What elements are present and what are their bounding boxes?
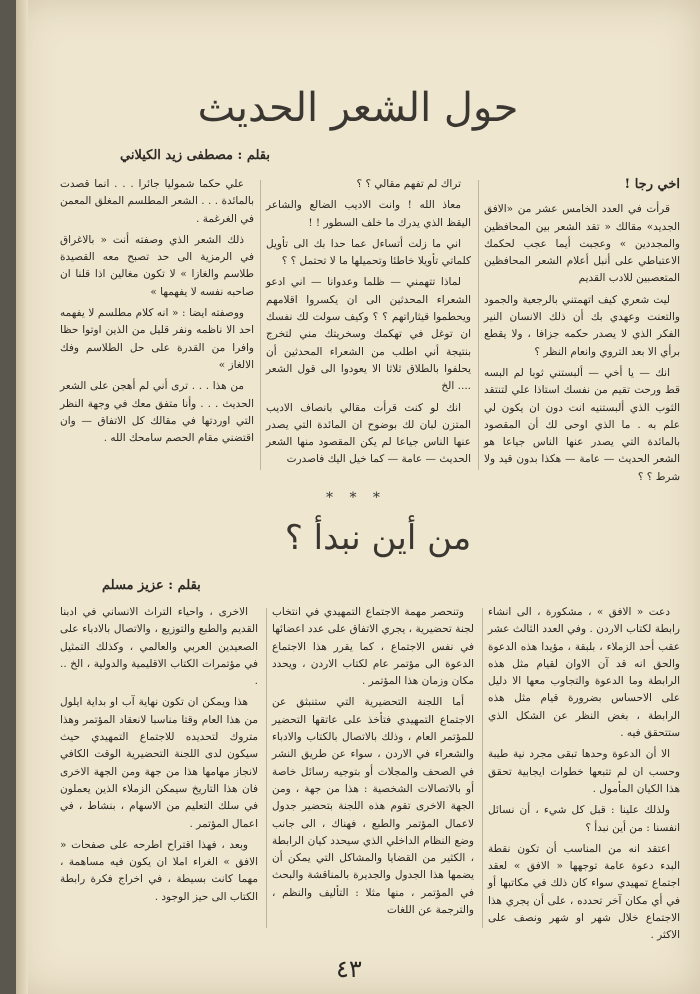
paragraph: انك لو كنت قرأت مقالي بانصاف الاديب المتزن لبان لك بوضوح ان المائدة التي يصدر عنها الناس جياعا لم يكن المقصود منها الشعر الحديث — عامة — كما خيل اليك فاصدرت (266, 401, 471, 466)
column-divider (482, 608, 483, 928)
salutation-heading: اخي رجا ! (624, 177, 680, 192)
article1-column-right (484, 176, 680, 490)
magazine-page (16, 0, 700, 994)
paragraph: قرأت في العدد الخامس عشر من «الافق الجديد» مقالك « تقد الشعر بين المحافظين والمجددين » وعجبت أيما عجب لحكمك الاعتباطي على أنبل أعلام الشعر المحافظين المتعصبين للادب القديم (484, 203, 680, 285)
paragraph: انك — يا أخي — ألبستني ثوبا لم البسه قط ورحت تقيم من نفسك استاذا علي لتنتقد الثوب الذي ألبستنيه انت دون ان يكون لي علم به . ما الذي اوحى لك أن المقصود بالمائدة التي يصدر عنها الناس جياعا هو الشعر الحديث — عامة — هكذا بدون قيد ولا شرط ؟ ؟ (484, 366, 680, 483)
paragraph: ووصفته ايضا : « انه كلام مطلسم لا يفهمه احد الا ناظمه ونفر قليل من الذين اوتوا حظا وافرا من القدرة على حل الطلاسم وفك الالغاز » (60, 307, 254, 371)
paragraph: هذا ويمكن ان تكون نهاية آب او بداية ايلول من هذا العام وقتا مناسبا لانعقاد المؤتمر وهذا متروك لتحديده للاجتماع التمهيدي حيث سيكون لدى اللجنة التحضيرية الوقت الكافي لانجاز مهامها هذا من جهة ومن الجهة الاخرى فان هذا التاريخ سيمكن الزملاء الذين يعملون في سلك التعليم من الاسهام ، بنشاط ، في اعمال المؤتمر . (60, 696, 258, 830)
paragraph: لماذا تتهمني — ظلما وعدوانا — اني ادعو الشعراء المحدثين الى ان يكسروا اقلامهم ويحطموا قيثاراتهم ؟ ؟ وكيف سولت لك نفسك ان توغل في تهكمك وسخريتك مني لتخرج بنتيجة أني اطلب من الشعراء المحدثين أن يحلفوا بالطلاق ثلاثا الا يعودوا الى قول الشعر .... الخ (266, 276, 471, 393)
paragraph: من هذا . . . ترى أني لم أهجن على الشعر الحديث . . . وأنا متفق معك في وجهة النظر التي اوردتها في مقالك كل الاتفاق — وان اقتضني مقام الحصم سامحك الله . (60, 380, 254, 445)
paragraph: وبعد ، فهذا اقتراح اطرحه على صفحات « الافق » الغراء املا ان يكون فيه مساهمة ، مهما كانت بسيطة ، في اخراج فكرة رابطة الكتاب الى حيز الوجود . (60, 838, 258, 903)
paragraph: اني ما زلت أتساءل عما حدا بك الى تأويل كلماتي تأويلا خاطئا وتحميلها ما لا تحتمل ؟ ؟ (266, 237, 471, 268)
paragraph: علي حكما شموليا جائرا . . . انما قصدت بالمائدة . . . الشعر المطلسم المغلق المعمن في الغرغمة . (60, 178, 254, 225)
article1-byline: بقلم : مصطفى زيد الكيلاني (120, 148, 270, 163)
column-divider (478, 180, 479, 470)
article-title-modern-poetry: حول الشعر الحديث (197, 85, 519, 131)
article1-column-left (60, 176, 254, 451)
article2-byline: بقلم : عزيز مسلم (102, 578, 201, 593)
article2-column-left (60, 604, 258, 910)
paragraph: تراك لم تفهم مقالي ؟ ؟ (356, 178, 461, 190)
article1-column-middle (266, 176, 471, 473)
section-separator: * * * (326, 490, 386, 506)
paragraph: الاخرى ، واحياء التراث الانساني في ادبنا القديم والطبع والتوزيع ، والاتصال بالادباء على الصعيدين العربي والعالمي ، وكذلك التمثيل في مؤتمرات الكتاب الاقليمية والدولية ، الخ .. . (60, 606, 258, 688)
column-divider (266, 608, 267, 928)
paragraph: دعت « الافق » ، مشكورة ، الى انشاء رابطة لكتاب الاردن . وفي العدد الثالث عشر عقب أحد الزملاء ، بلبقة ، مؤيدا هذه الدعوة والحق انه قد آن الاوان لقيام مثل هذه الرابطة وما الدعوة والتجاوب معها الا دليل على الاحساس بضرورة قيام مثل هذه الرابطة ، بغض النظر عن الشكل الذي ستتحقق فيه . (488, 606, 680, 740)
column-divider (260, 180, 261, 470)
paragraph: اعتقد انه من المناسب أن تكون نقطة البدء دعوة عامة توجهها « الافق » لعقد اجتماع تمهيدي سواء كان ذلك في مكاتبها أو في أي مكان آخر تحدده ، على أن يجري هذا الاجتماع خلال شهر او شهر ونصف على الاكثر . (488, 842, 680, 942)
paragraph: أما اللجنة التحضيرية التي ستنبثق عن الاجتماع التمهيدي فتأخذ على عاتقها التحضير للمؤتمر العام ، وذلك بالاتصال بالكتاب والادباء والشعراء في الاردن ، سواء عن طريق النشر في الصحف والمجلات أو بتوجيه رسائل خاصة أو بالاتصالات الشخصية : هذا من جهة ، ومن الجهة الاخرى تقوم هذه اللجنة بتحضير جدول لاعمال المؤتمر والطبع ، فهناك ، الى جانب وضع النظام الداخلي الذي سيحدد كيان الرابطة ، الكثير من القضايا والمشاكل التي يمكن أن يضمها هذا الجدول والجديرة بالمناقشة والبحث في المؤتمر ، منها مثلا : التأليف والنظم ، والترجمة عن اللغات (272, 696, 474, 917)
paragraph: ذلك الشعر الذي وصفته أنت « بالاغراق في الرمزية الى حد تصبح معه القصيدة طلاسم والغازا » لا تكون مغالين اذا قلنا ان صاحبه نفسه لا يفهمها » (60, 233, 254, 298)
paragraph: ولذلك علينا : قبل كل شيء ، أن نسائل انفسنا : من أين نبدأ ؟ (488, 804, 680, 834)
page-fold-shadow (16, 0, 28, 994)
paragraph: ليت شعري كيف اتهمتني بالرجعية والجمود والتعنت وعهدي بك أن ذلك الانسان النير الفكر الذي لا يصدر حكمه جزافا ، ولا يقطع برأي الا بعد التروي وانعام النظر ؟ (484, 293, 680, 358)
article2-column-middle (272, 604, 474, 923)
paragraph: الا أن الدعوة وحدها تبقى مجرد نية طيبة وحسب ان لم تتبعها خطوات ايجابية تحقق هذا الكيان المأمول . (488, 748, 680, 795)
paragraph: معاذ الله ! وانت الاديب الضالع والشاعر اليقظ الذي يدرك ما خلف السطور ! ! (266, 199, 471, 229)
article2-column-right (488, 604, 680, 949)
article-title-where-to-start: من أين نبدأ ؟ (284, 518, 472, 558)
paragraph: وتنحصر مهمة الاجتماع التمهيدي في انتخاب لجنة تحضيرية ، يجري الاتفاق على عدد اعضائها في نفس الاجتماع ، كما يقرر هذا الاجتماع الدعوة الى مؤتمر عام لكتاب الاردن ، ويحدد مكان وزمان هذا المؤتمر . (272, 606, 474, 688)
page-number: ٤٣ (336, 955, 362, 983)
